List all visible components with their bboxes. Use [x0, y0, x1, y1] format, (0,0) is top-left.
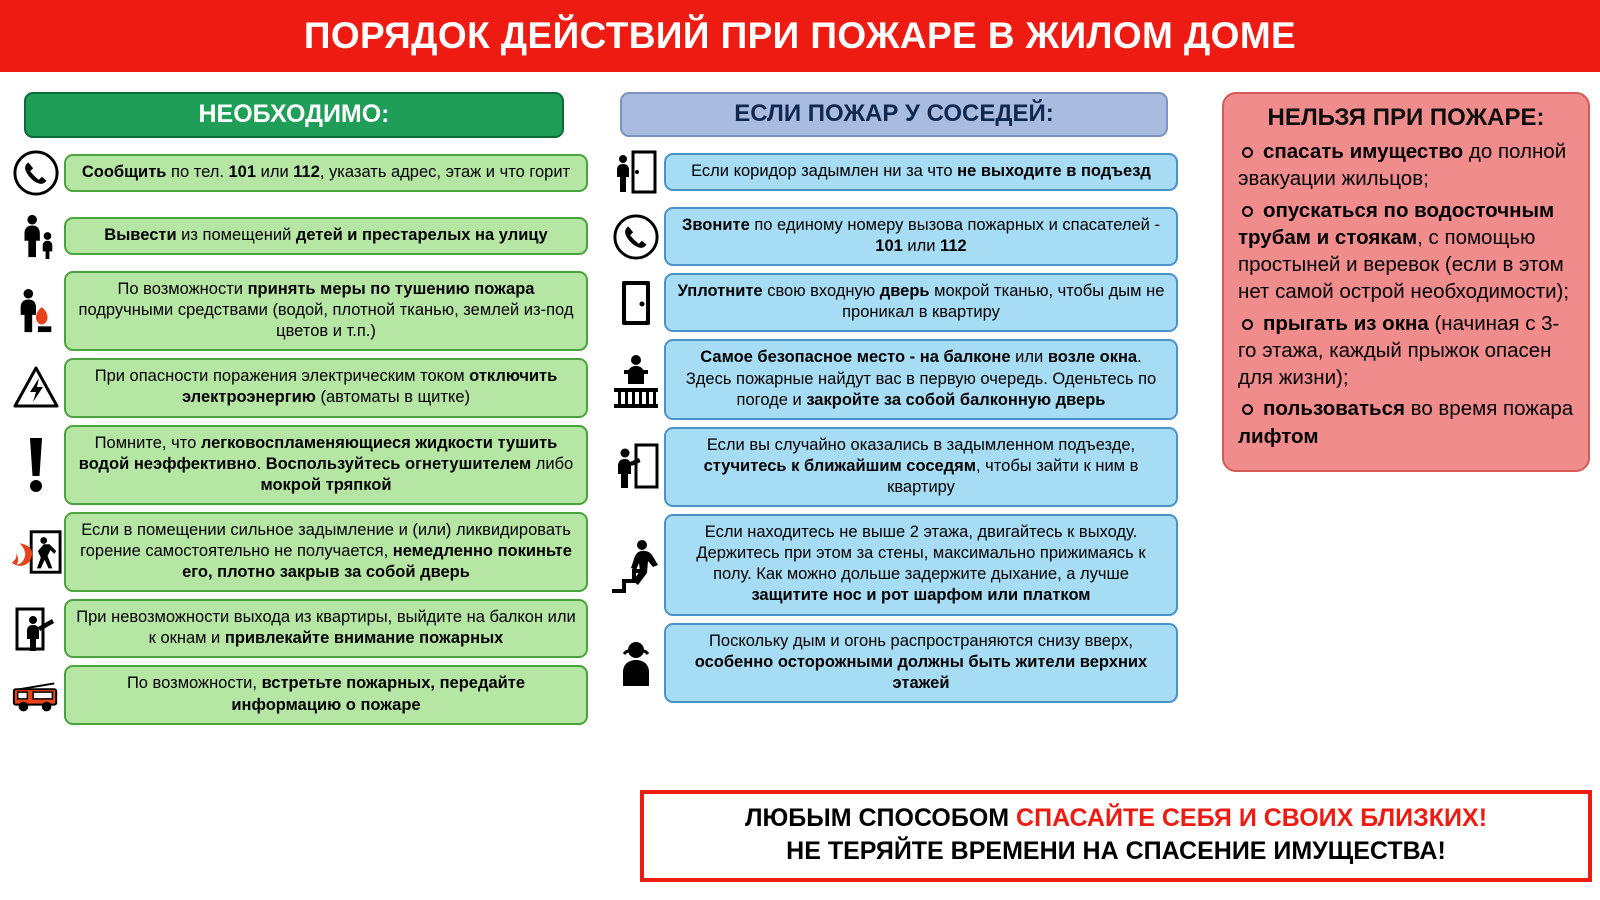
item-text: Если вы случайно оказались в задымленном подъезде, стучитесь к ближайшим соседям, чтобы зайти к ним в квартиру	[664, 427, 1178, 507]
item-text: Самое безопасное место - на балконе или возле окна. Здесь пожарные найдут вас в первую очередь. Оденьтесь по погоде и закройте за собой балконную дверь	[664, 339, 1178, 419]
forbidden-item	[1238, 395, 1574, 450]
bullet-icon	[1242, 404, 1253, 415]
list-item	[8, 145, 588, 201]
banner-line-1-highlight: СПАСАЙТЕ СЕБЯ И СВОИХ БЛИЗКИХ!	[1016, 804, 1488, 832]
forbidden-item	[1238, 138, 1574, 193]
forbidden-item	[1238, 197, 1574, 306]
list-item	[608, 514, 1178, 615]
cover-face-icon	[608, 635, 664, 691]
list-item	[608, 427, 1178, 507]
item-text: Поскольку дым и огонь распространяются снизу вверх, особенно осторожными должны быть жители верхних этажей	[664, 623, 1178, 703]
header-bar	[0, 0, 1600, 72]
column-forbidden	[1222, 92, 1590, 472]
item-text: Вывести из помещений детей и престарелых на улицу	[64, 217, 588, 255]
list-item	[8, 208, 588, 264]
item-text: По возможности принять меры по тушению пожара подручными средствами (водой, плотной тканью, землей из-под цветов и т.п.)	[64, 271, 588, 351]
column-necessary	[8, 92, 588, 725]
knock-door-icon	[608, 439, 664, 495]
list-item	[608, 339, 1178, 419]
page-title: ПОРЯДОК ДЕЙСТВИЙ ПРИ ПОЖАРЕ В ЖИЛОМ ДОМЕ	[303, 15, 1297, 56]
banner-line-1-prefix: ЛЮБЫМ СПОСОБОМ	[744, 804, 1017, 832]
telephone-icon	[8, 145, 64, 201]
door-exit-icon	[608, 144, 664, 200]
list-item	[8, 358, 588, 417]
telephone-icon	[608, 209, 664, 265]
item-text: Сообщить по тел. 101 или 112, указать адрес, этаж и что горит	[64, 154, 588, 192]
item-text: Если коридор задымлен ни за что не выходите в подъезд	[664, 153, 1178, 191]
bullet-icon	[1242, 206, 1253, 217]
forbidden-item-text: спасать имущество до полной эвакуации жильцов;	[1238, 140, 1567, 191]
item-text: Уплотните свою входную дверь мокрой тканью, чтобы дым не проникал в квартиру	[664, 273, 1178, 332]
banner-line-1	[652, 804, 1580, 833]
item-text: При опасности поражения электрическим током отключить электроэнергию (автоматы в щитке)	[64, 358, 588, 417]
wave-from-window-icon	[8, 601, 64, 657]
door-seal-icon	[608, 275, 664, 331]
bottom-banner	[640, 790, 1592, 882]
item-text: Если в помещении сильное задымление и (или) ликвидировать горение самостоятельно не получается, немедленно покиньте его, плотно закрыв за собой дверь	[64, 512, 588, 592]
forbidden-item-text: прыгать из окна (начиная с 3-го этажа, каждый прыжок опасен для жизни);	[1238, 311, 1560, 389]
balcony-person-icon	[608, 352, 664, 408]
fire-exit-icon	[8, 524, 64, 580]
bullet-icon	[1242, 319, 1253, 330]
list-item	[608, 623, 1178, 703]
stairs-down-icon	[608, 537, 664, 593]
list-item	[8, 665, 588, 724]
item-text: Если находитесь не выше 2 этажа, двигайтесь к выходу. Держитесь при этом за стены, максимально прижимаясь к полу. Как можно дольше задержите дыхание, а лучше защитите нос и рот шарфом или платком	[664, 514, 1178, 615]
item-text: Звоните по единому номеру вызова пожарных и спасателей - 101 или 112	[664, 207, 1178, 266]
extinguish-water-icon	[8, 283, 64, 339]
bullet-icon	[1242, 147, 1253, 158]
forbidden-item	[1238, 310, 1574, 392]
fire-truck-icon	[8, 667, 64, 723]
column-neighbors-fire	[608, 92, 1178, 703]
list-item	[8, 425, 588, 505]
item-text: При невозможности выхода из квартиры, выйдите на балкон или к окнам и привлекайте внимание пожарных	[64, 599, 588, 658]
banner-line-2: НЕ ТЕРЯЙТЕ ВРЕМЕНИ НА СПАСЕНИЕ ИМУЩЕСТВА!	[786, 837, 1446, 865]
section-heading-necessary: НЕОБХОДИМО:	[24, 92, 564, 138]
section-heading-neighbors: ЕСЛИ ПОЖАР У СОСЕДЕЙ:	[620, 92, 1168, 137]
list-item	[8, 599, 588, 658]
list-item	[608, 273, 1178, 332]
list-item	[608, 207, 1178, 266]
list-item	[608, 144, 1178, 200]
item-text: Помните, что легковоспламеняющиеся жидкости тушить водой неэффективно. Воспользуйтесь огнетушителем либо мокрой тряпкой	[64, 425, 588, 505]
forbidden-panel	[1222, 92, 1590, 472]
item-text: По возможности, встретьте пожарных, передайте информацию о пожаре	[64, 665, 588, 724]
forbidden-item-text: опускаться по водосточным трубам и стоякам, с помощью простыней и веревок (если в этом нет самой острой необходимости);	[1238, 198, 1570, 304]
list-item	[8, 271, 588, 351]
exclamation-icon	[8, 437, 64, 493]
list-item	[8, 512, 588, 592]
section-heading-forbidden: НЕЛЬЗЯ ПРИ ПОЖАРЕ:	[1267, 104, 1545, 131]
forbidden-item-text: пользоваться во время пожара лифтом	[1238, 397, 1574, 448]
evacuate-children-icon	[8, 208, 64, 264]
electric-hazard-icon	[8, 360, 64, 416]
